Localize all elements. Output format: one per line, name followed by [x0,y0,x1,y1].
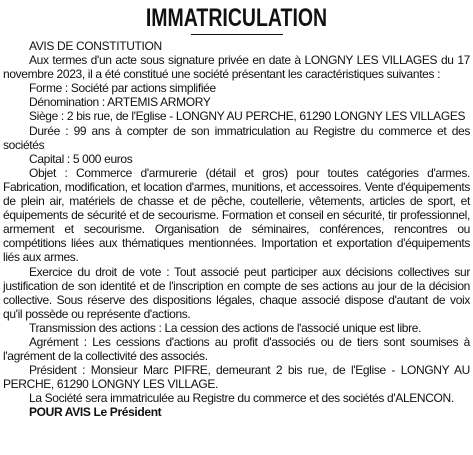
legal-notice [3,4,470,420]
paragraph-intro: Aux termes d'un acte sous signature privée en date à LONGNY LES VILLAGES du 17 novembre 2023, il a été constitué une société présentant les caractéristiques suivantes : [3,53,470,82]
paragraph-vote: Exercice du droit de vote : Tout associé peut participer aux décisions collectives sur justification de son identité et de l'inscription en compte de ses actions au jour de la décision collective. Sous réserve des dispositions légales, chaque associé dispose d'autant de voix qu'il possède ou représente d'actions. [3,264,470,321]
paragraph-capital: Capital : 5 000 euros [29,151,133,166]
signature: POUR AVIS Le Président [29,405,162,420]
paragraph-president: Président : Monsieur Marc PIFRE, demeurant 2 bis rue, de l'Eglise - LONGNY AU PERCHE, 61290 LONGNY LES VILLAGE. [3,363,470,392]
paragraph-registre: La Société sera immatriculée au Registre du commerce et des sociétés d'ALENCON. [29,391,454,406]
paragraph-agrement: Agrément : Les cessions d'actions au profit d'associés ou de tiers sont soumises à l'agrément de la collectivité des associés. [3,334,470,364]
paragraph-transmission: Transmission des actions : La cession des actions de l'associé unique est libre. [29,320,422,335]
paragraph-denomination: Dénomination : ARTEMIS ARMORY [29,95,211,110]
notice-title: IMMATRICULATION [145,4,328,32]
paragraph-siege: Siège : 2 bis rue, de l'Eglise - LONGNY AU PERCHE, 61290 LONGNY LES VILLAGES [29,109,466,124]
paragraph-objet: Objet : Commerce d'armurerie (détail et gros) pour toutes catégories d'armes. Fabrication, modification, et location d'armes, munitions, et accessoires. Vente d'équipements de plein air, matériels de chasse et de pêche, coutellerie, vêtements, articles de sport, et équipements de sécurité et de secourisme. Formation et conseil en sécurité, tir professionnel, armement et secourisme. Organisation de séminaires, conférences, rencontres ou compétitions liées aux thématiques mentionnées. Importation et exportation d'équipements liés aux armes. [3,165,470,265]
paragraph-forme: Forme : Société par actions simplifiée [29,81,216,96]
notice-heading: AVIS DE CONSTITUTION [29,39,162,53]
title-underline [191,34,283,35]
paragraph-duree: Durée : 99 ans à compter de son immatriculation au Registre du commerce et des sociétés [3,123,470,152]
